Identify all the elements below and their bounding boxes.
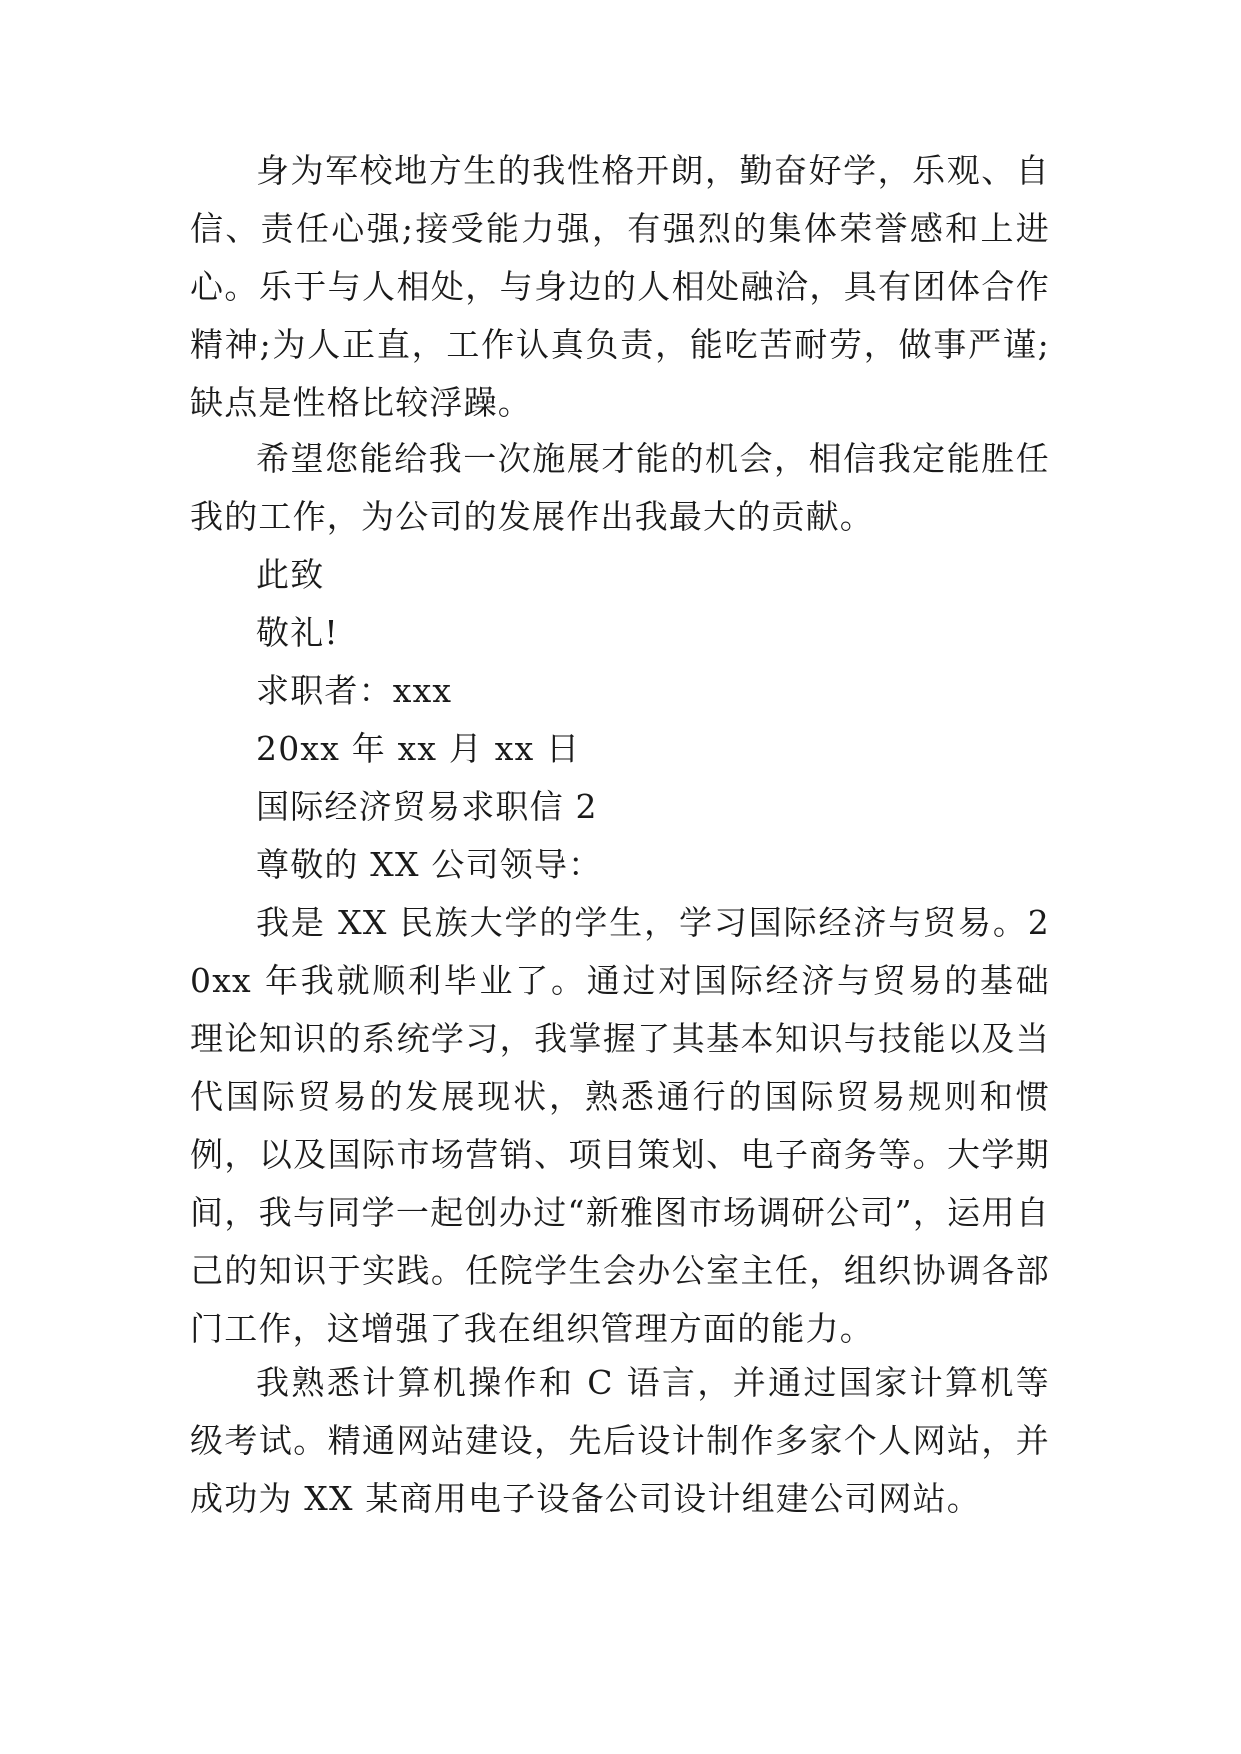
signer-line: 求职者：xxx — [256, 671, 453, 710]
paragraph-hope: 希望您能给我一次施展才能的机会，相信我定能胜任我的工作，为公司的发展作出我最大的贡献。 — [190, 439, 1050, 536]
date-line: 20xx 年 xx 月 xx 日 — [256, 729, 581, 768]
closing-line-2: 敬礼! — [256, 613, 339, 652]
salutation-line: 尊敬的 XX 公司领导： — [256, 845, 603, 884]
paragraph-computer-skills: 我熟悉计算机操作和 C 语言，并通过国家计算机等级考试。精通网站建设，先后设计制作多家个人网站，并成功为 XX 某商用电子设备公司设计组建公司网站。 — [190, 1363, 1050, 1518]
closing-line-1: 此致 — [256, 555, 325, 594]
paragraph-education: 我是 XX 民族大学的学生，学习国际经济与贸易。20xx 年我就顺利毕业了。通过对国际经济与贸易的基础理论知识的系统学习，我掌握了其基本知识与技能以及当代国际贸易的发展现状，熟悉通行的国际贸易规则和惯例，以及国际市场营销、项目策划、电子商务等。大学期间，我与同学一起创办过“新雅图市场调研公司”，运用自己的知识于实践。任院学生会办公室主任，组织协调各部门工作，这增强了我在组织管理方面的能力。 — [190, 903, 1050, 1348]
paragraph-self-description: 身为军校地方生的我性格开朗，勤奋好学，乐观、自信、责任心强;接受能力强，有强烈的集体荣誉感和上进心。乐于与人相处，与身边的人相处融洽，具有团体合作精神;为人正直，工作认真负责，能吃苦耐劳，做事严谨;缺点是性格比较浮躁。 — [190, 151, 1050, 422]
letter2-title: 国际经济贸易求职信 2 — [256, 787, 598, 826]
